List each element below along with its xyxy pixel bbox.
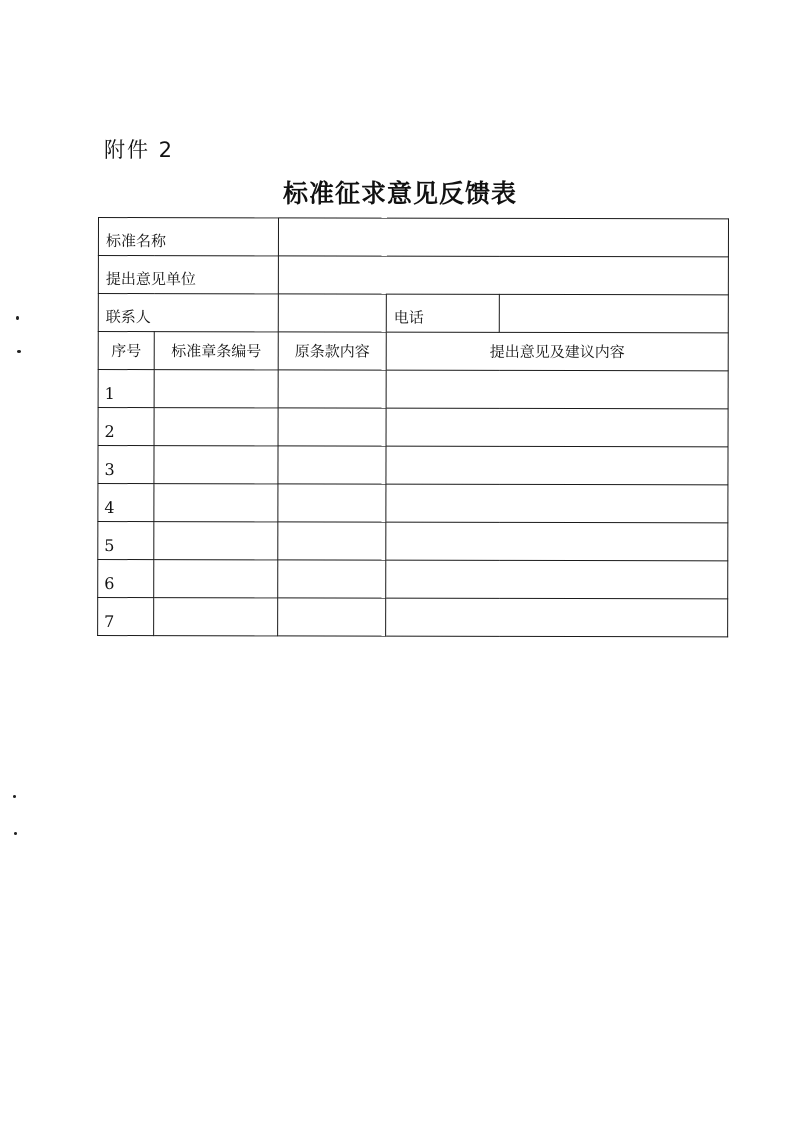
suggestion-cell[interactable] bbox=[386, 560, 728, 599]
standard-name-row bbox=[98, 218, 728, 257]
clause-number-cell[interactable] bbox=[154, 522, 278, 560]
page-title: 标准征求意见反馈表 bbox=[282, 179, 517, 208]
clause-number-cell[interactable] bbox=[154, 370, 278, 408]
row-seq-number: 5 bbox=[98, 522, 154, 560]
table-row bbox=[98, 598, 728, 637]
suggestion-cell[interactable] bbox=[386, 446, 728, 485]
clause-number-cell[interactable] bbox=[154, 484, 278, 522]
clause-number-cell[interactable] bbox=[154, 598, 278, 636]
suggestion-cell[interactable] bbox=[386, 408, 728, 447]
contact-field[interactable] bbox=[278, 294, 386, 332]
original-content-cell[interactable] bbox=[278, 560, 386, 598]
column-header-row bbox=[98, 332, 728, 371]
row-seq-number: 2 bbox=[98, 408, 154, 446]
submitting-unit-field[interactable] bbox=[278, 256, 728, 295]
row-seq-number: 4 bbox=[98, 484, 154, 522]
original-content-cell[interactable] bbox=[278, 484, 386, 522]
scan-speck bbox=[16, 316, 19, 320]
submitting-unit-label: 提出意见单位 bbox=[98, 256, 278, 294]
scan-speck bbox=[17, 350, 21, 353]
clause-number-cell[interactable] bbox=[154, 560, 278, 598]
row-seq-number: 7 bbox=[98, 598, 154, 636]
column-header-original-content: 原条款内容 bbox=[278, 332, 386, 370]
original-content-cell[interactable] bbox=[278, 598, 386, 636]
column-header-suggestion: 提出意见及建议内容 bbox=[386, 332, 728, 371]
scan-speck bbox=[13, 795, 16, 798]
table-row bbox=[98, 560, 728, 599]
standard-name-label: 标准名称 bbox=[98, 218, 278, 256]
feedback-form-table bbox=[97, 217, 729, 637]
suggestion-cell[interactable] bbox=[386, 522, 728, 561]
table-row bbox=[98, 370, 728, 409]
row-seq-number: 6 bbox=[98, 560, 154, 598]
suggestion-cell[interactable] bbox=[386, 370, 728, 409]
contact-label: 联系人 bbox=[98, 294, 278, 332]
original-content-cell[interactable] bbox=[278, 522, 386, 560]
clause-number-cell[interactable] bbox=[154, 446, 278, 484]
phone-field[interactable] bbox=[499, 294, 728, 332]
contact-row bbox=[98, 294, 728, 333]
row-seq-number: 3 bbox=[98, 446, 154, 484]
column-header-clause-number: 标准章条编号 bbox=[154, 332, 278, 370]
standard-name-field[interactable] bbox=[278, 218, 728, 257]
clause-number-cell[interactable] bbox=[154, 408, 278, 446]
column-header-seq: 序号 bbox=[98, 332, 154, 370]
original-content-cell[interactable] bbox=[278, 370, 386, 408]
suggestion-cell[interactable] bbox=[386, 484, 728, 523]
row-seq-number: 1 bbox=[98, 370, 154, 408]
attachment-label: 附件 2 bbox=[104, 138, 175, 162]
table-row bbox=[98, 522, 728, 561]
scan-speck bbox=[14, 832, 17, 835]
phone-label: 电话 bbox=[386, 294, 499, 332]
table-row bbox=[98, 484, 728, 523]
table-row bbox=[98, 408, 728, 447]
table-row bbox=[98, 446, 728, 485]
original-content-cell[interactable] bbox=[278, 446, 386, 484]
submitting-unit-row bbox=[98, 256, 728, 295]
suggestion-cell[interactable] bbox=[386, 598, 728, 637]
original-content-cell[interactable] bbox=[278, 408, 386, 446]
